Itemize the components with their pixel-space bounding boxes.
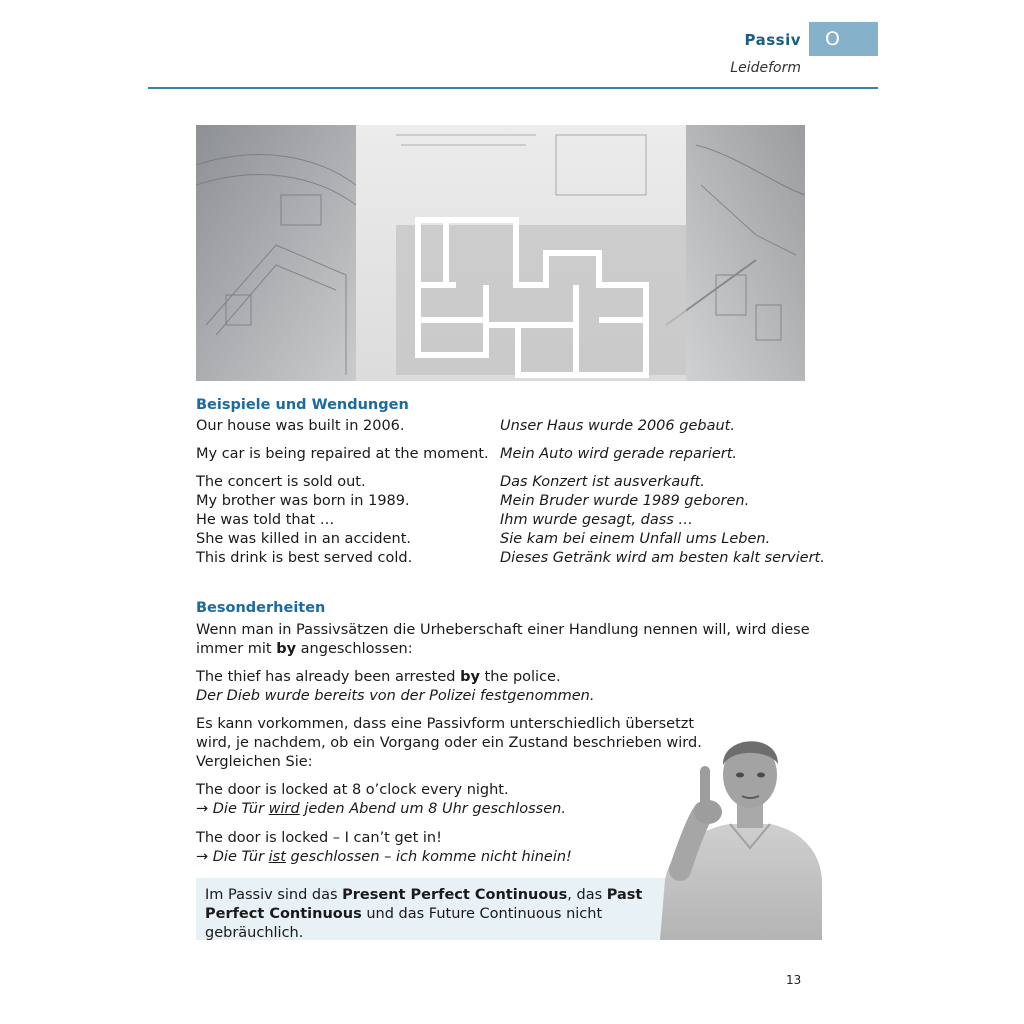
example-german: Mein Bruder wurde 1989 geboren. [500,493,750,509]
note-bold-2: Past Perfect Continuous [205,887,643,922]
door-example-2-german-underlined: ist [268,849,286,865]
examples-heading: Beispiele und Wendungen [196,397,409,413]
example-english: This drink is best served cold. [196,550,413,566]
door-example-1 [196,781,566,819]
header-divider [148,87,878,89]
example-german: Ihm wurde gesagt, dass … [500,512,693,528]
note-text-1: Im Passiv sind das [205,887,343,903]
special-heading: Besonderheiten [196,600,326,616]
door-example-1-german-underlined: wird [268,801,300,817]
person-pointing-illustration [660,720,825,940]
door-example-2-german-post: geschlossen – ich komme nicht hinein! [285,849,572,865]
door-example-1-german-pre: Die Tür [212,801,269,817]
chapter-badge: O [809,22,878,56]
door-example-2-german-pre: Die Tür [212,849,269,865]
arrow-right-icon: → [196,801,209,817]
example-german: Das Konzert ist ausverkauft. [500,474,705,490]
door-example-2-english: The door is locked – I can’t get in! [196,830,442,846]
example-german: Unser Haus wurde 2006 gebaut. [500,418,735,434]
example-english: She was killed in an accident. [196,531,412,547]
example-german: Mein Auto wird gerade repariert. [500,446,738,462]
door-example-1-german-post: jeden Abend um 8 Uhr geschlossen. [299,801,566,817]
thief-example-german: Der Dieb wurde bereits von der Polizei festgenommen. [196,688,595,704]
example-english: Our house was built in 2006. [196,418,405,434]
thief-example-bold: by [460,669,480,685]
translation-note-line-1: Es kann vorkommen, dass eine Passivform unterschiedlich übersetzt [196,716,695,732]
example-german: Dieses Getränk wird am besten kalt serviert. [500,550,825,566]
arrow-right-icon: → [196,849,209,865]
door-example-2 [196,829,572,867]
example-english: The concert is sold out. [196,474,366,490]
page-number: 13 [786,973,802,987]
note-text-2: , das [567,887,607,903]
note-text-3: und das Future Continuous nicht gebräuchlich. [205,906,603,941]
thief-example-pre: The thief has already been arrested [196,669,461,685]
intro-line-2-post: angeschlossen: [296,641,413,657]
intro-line-1: Wenn man in Passivsätzen die Urheberschaft einer Handlung nennen will, wird diese [196,622,810,638]
translation-note-line-3: Vergleichen Sie: [196,754,313,770]
intro-bold-by: by [276,641,297,657]
translation-note-line-2: wird, je nachdem, ob ein Vorgang oder ein Zustand beschrieben wird. [196,735,702,751]
example-english: My brother was born in 1989. [196,493,410,509]
thief-example [196,668,594,706]
example-english: My car is being repaired at the moment. [196,446,489,462]
thief-example-post: the police. [479,669,561,685]
header-subtitle: Leideform [730,60,801,76]
note-bold-1: Present Perfect Continuous [342,887,568,903]
door-example-1-english: The door is locked at 8 o’clock every night. [196,782,509,798]
intro-line-2-pre: immer mit [196,641,277,657]
header-title: Passiv [744,31,801,49]
example-german: Sie kam bei einem Unfall ums Leben. [500,531,771,547]
special-intro [196,621,810,659]
floor-plan-illustration [196,125,805,381]
floor-plan-image [196,125,805,381]
translation-note [196,715,702,772]
example-english: He was told that … [196,512,335,528]
note-text [205,886,675,943]
